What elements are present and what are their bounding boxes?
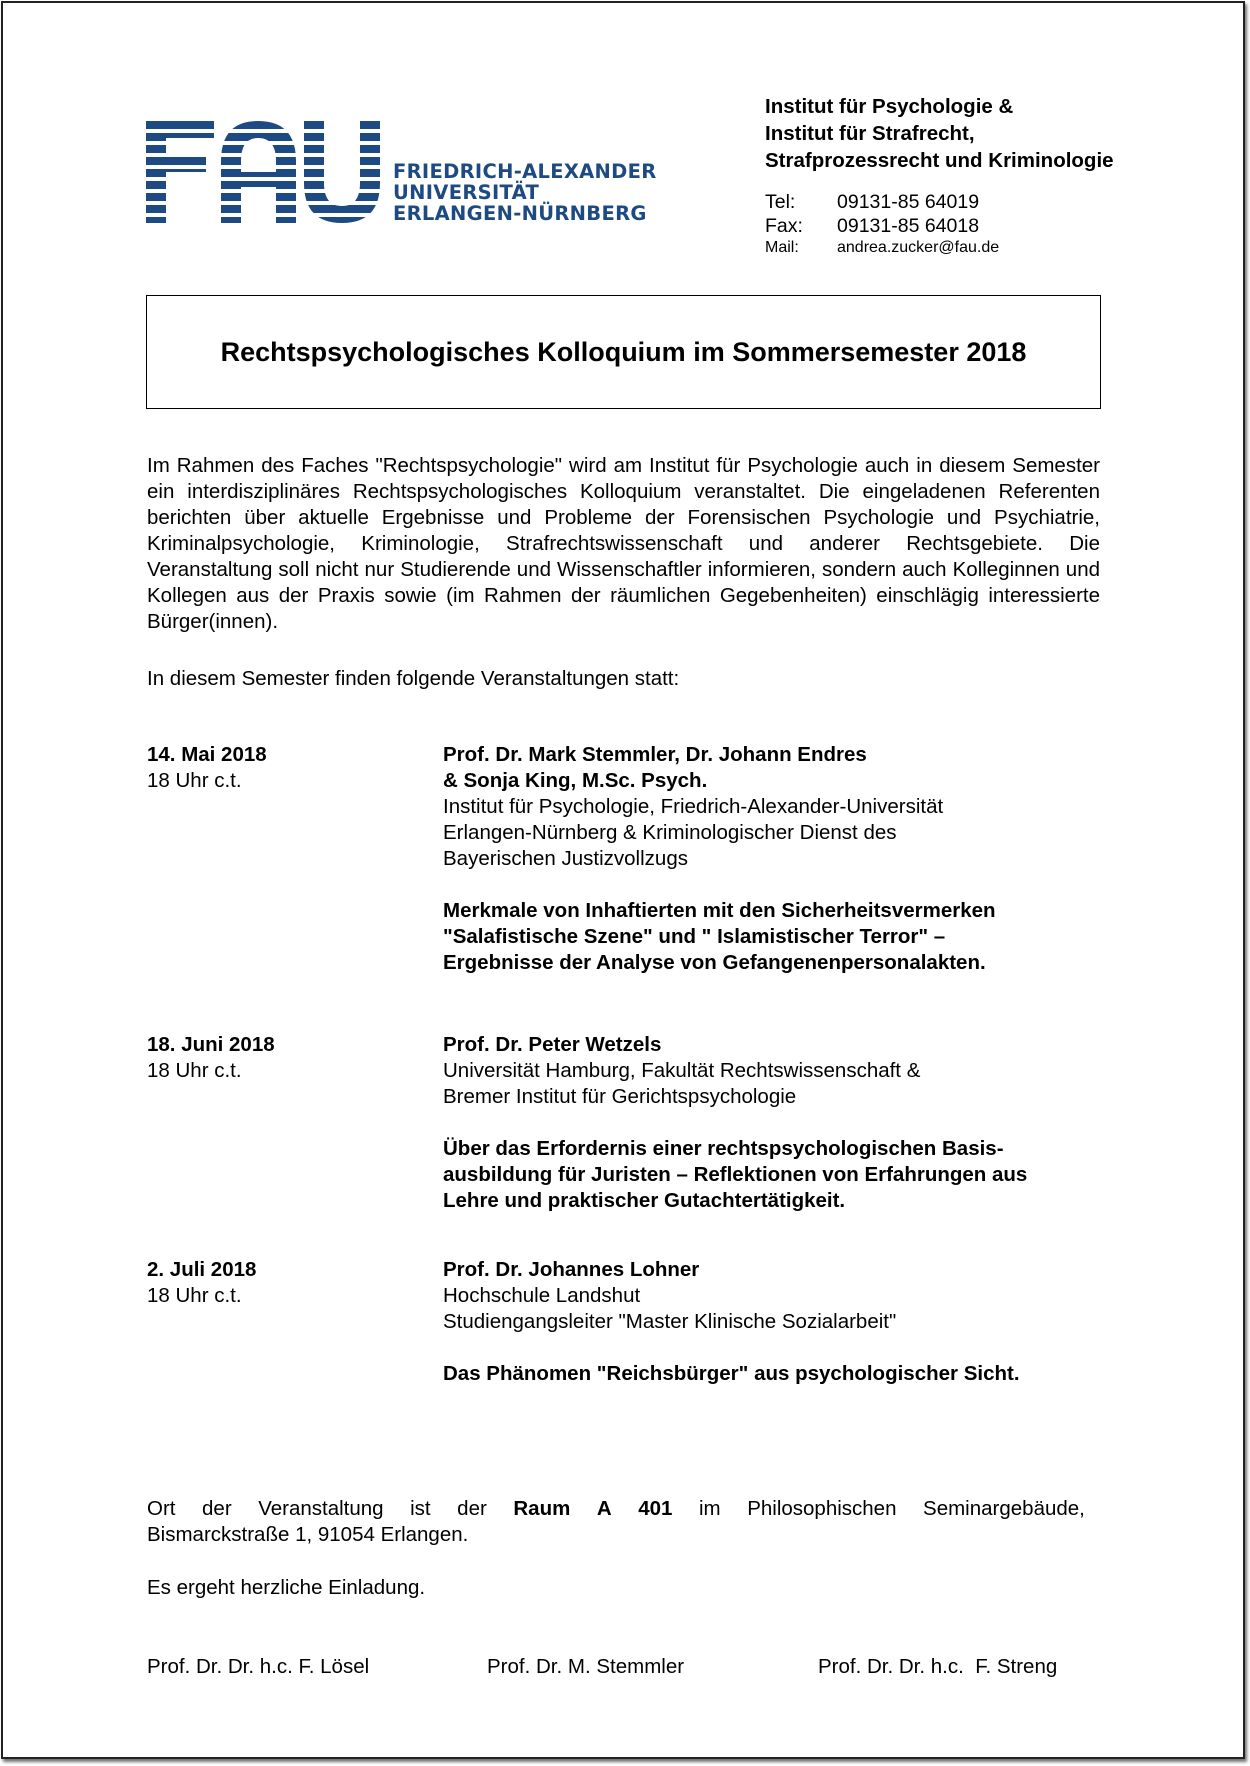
university-name-line-3: ERLANGEN-NÜRNBERG	[393, 202, 647, 225]
event-3-time: 18 Uhr c.t.	[147, 1284, 242, 1307]
event-3-details	[443, 1257, 1108, 1387]
event-1-affiliation-line-3: Bayerischen Justizvollzugs	[443, 847, 688, 870]
institute-heading	[765, 93, 1114, 174]
signature-streng: Prof. Dr. Dr. h.c. F. Streng	[818, 1655, 1058, 1678]
invitation-text: Es ergeht herzliche Einladung.	[147, 1576, 426, 1599]
event-2-details	[443, 1032, 1108, 1214]
event-1-time: 18 Uhr c.t.	[147, 769, 242, 792]
fax-value: 09131-85 64018	[837, 215, 980, 237]
event-2-datetime	[147, 1032, 437, 1084]
event-2-affiliation-line-2: Bremer Institut für Gerichtspsychologie	[443, 1085, 797, 1108]
events-intro: In diesem Semester finden folgende Veranstaltungen statt:	[147, 667, 680, 690]
location-line-1	[147, 1496, 1085, 1522]
event-2-topic-line-2: ausbildung für Juristen – Reflektionen von Erfahrungen aus	[443, 1163, 1028, 1186]
event-1-speaker-line-2: & Sonja King, M.Sc. Psych.	[443, 769, 708, 792]
location-word: Veranstaltung	[258, 1497, 384, 1520]
event-1-details	[443, 742, 1108, 976]
document-page	[1, 1, 1245, 1759]
fax-label: Fax:	[765, 215, 803, 237]
event-2-topic-line-3: Lehre und praktischer Gutachtertätigkeit.	[443, 1189, 846, 1212]
university-name-line-1: FRIEDRICH-ALEXANDER	[393, 160, 657, 183]
location-word: der	[202, 1497, 232, 1520]
event-location	[147, 1496, 1085, 1548]
university-name-line-2: UNIVERSITÄT	[393, 181, 540, 204]
event-3-date: 2. Juli 2018	[147, 1258, 257, 1281]
event-1-topic-line-3: Ergebnisse der Analyse von Gefangenenpersonalakten.	[443, 951, 986, 974]
event-3-datetime	[147, 1257, 437, 1309]
mail-label: Mail:	[765, 239, 799, 256]
institute-line-3: Strafprozessrecht und Kriminologie	[765, 149, 1114, 172]
mail-value[interactable]: andrea.zucker@fau.de	[837, 239, 1000, 256]
institute-line-1: Institut für Psychologie &	[765, 95, 1014, 118]
event-2-affiliation-line-1: Universität Hamburg, Fakultät Rechtswissenschaft &	[443, 1059, 921, 1082]
signature-loesel: Prof. Dr. Dr. h.c. F. Lösel	[147, 1655, 370, 1678]
event-1-speaker-line-1: Prof. Dr. Mark Stemmler, Dr. Johann Endres	[443, 743, 867, 766]
fau-wordmark-icon	[146, 121, 381, 223]
event-1-date: 14. Mai 2018	[147, 743, 267, 766]
event-1-affiliation-line-1: Institut für Psychologie, Friedrich-Alexander-Universität	[443, 795, 944, 818]
tel-value: 09131-85 64019	[837, 191, 980, 213]
event-2-speaker-line-1: Prof. Dr. Peter Wetzels	[443, 1033, 662, 1056]
location-word: Seminargebäude,	[923, 1497, 1085, 1520]
room-word: 401	[638, 1497, 673, 1520]
event-2-date: 18. Juni 2018	[147, 1033, 275, 1056]
intro-paragraph: Im Rahmen des Faches "Rechtspsychologie" wird am Institut für Psychologie auch in diesem Semester ein interdisziplinäres Rechtspsychologisches Kolloquium veranstaltet. Die eingeladenen Referenten berichten über aktuelle Ergebnisse und Probleme der Forensischen Psychologie und Psychiatrie, Kriminalpsychologie, Kriminologie, Strafrechtswissenschaft und anderer Rechtsgebiete. Die Veranstaltung soll nicht nur Studierende und Wissenschaftler informieren, sondern auch Kolleginnen und Kollegen aus der Praxis sowie (im Rahmen der räumlichen Gegebenheiten) einschlägig interessierte Bürger(innen).	[147, 454, 1100, 633]
event-2-time: 18 Uhr c.t.	[147, 1059, 242, 1082]
event-3-affiliation-line-2: Studiengangsleiter "Master Klinische Sozialarbeit"	[443, 1310, 897, 1333]
document-title: Rechtspsychologisches Kolloquium im Sommersemester 2018	[220, 336, 1027, 367]
event-1-datetime	[147, 742, 437, 794]
institute-line-2: Institut für Strafrecht,	[765, 122, 975, 145]
room-word: A	[596, 1497, 612, 1520]
university-name	[393, 161, 657, 224]
title-box	[146, 295, 1101, 409]
location-word: der	[457, 1497, 487, 1520]
location-word: im	[699, 1497, 721, 1520]
location-word: ist	[410, 1497, 431, 1520]
fau-logo	[146, 121, 666, 225]
event-1-affiliation-line-2: Erlangen-Nürnberg & Kriminologischer Dienst des	[443, 821, 897, 844]
event-3-topic-line-1: Das Phänomen "Reichsbürger" aus psychologischer Sicht.	[443, 1362, 1020, 1385]
signature-stemmler: Prof. Dr. M. Stemmler	[487, 1655, 685, 1678]
location-line-2: Bismarckstraße 1, 91054 Erlangen.	[147, 1523, 469, 1546]
location-word: Ort	[147, 1497, 176, 1520]
event-3-speaker-line-1: Prof. Dr. Johannes Lohner	[443, 1258, 700, 1281]
tel-label: Tel:	[765, 191, 796, 213]
event-1-topic-line-2: "Salafistische Szene" und " Islamistischer Terror" –	[443, 925, 946, 948]
event-3-affiliation-line-1: Hochschule Landshut	[443, 1284, 641, 1307]
room-word: Raum	[513, 1497, 571, 1520]
location-word: Philosophischen	[747, 1497, 897, 1520]
event-2-topic-line-1: Über das Erfordernis einer rechtspsychologischen Basis-	[443, 1137, 1004, 1160]
event-1-topic-line-1: Merkmale von Inhaftierten mit den Sicherheitsvermerken	[443, 899, 996, 922]
